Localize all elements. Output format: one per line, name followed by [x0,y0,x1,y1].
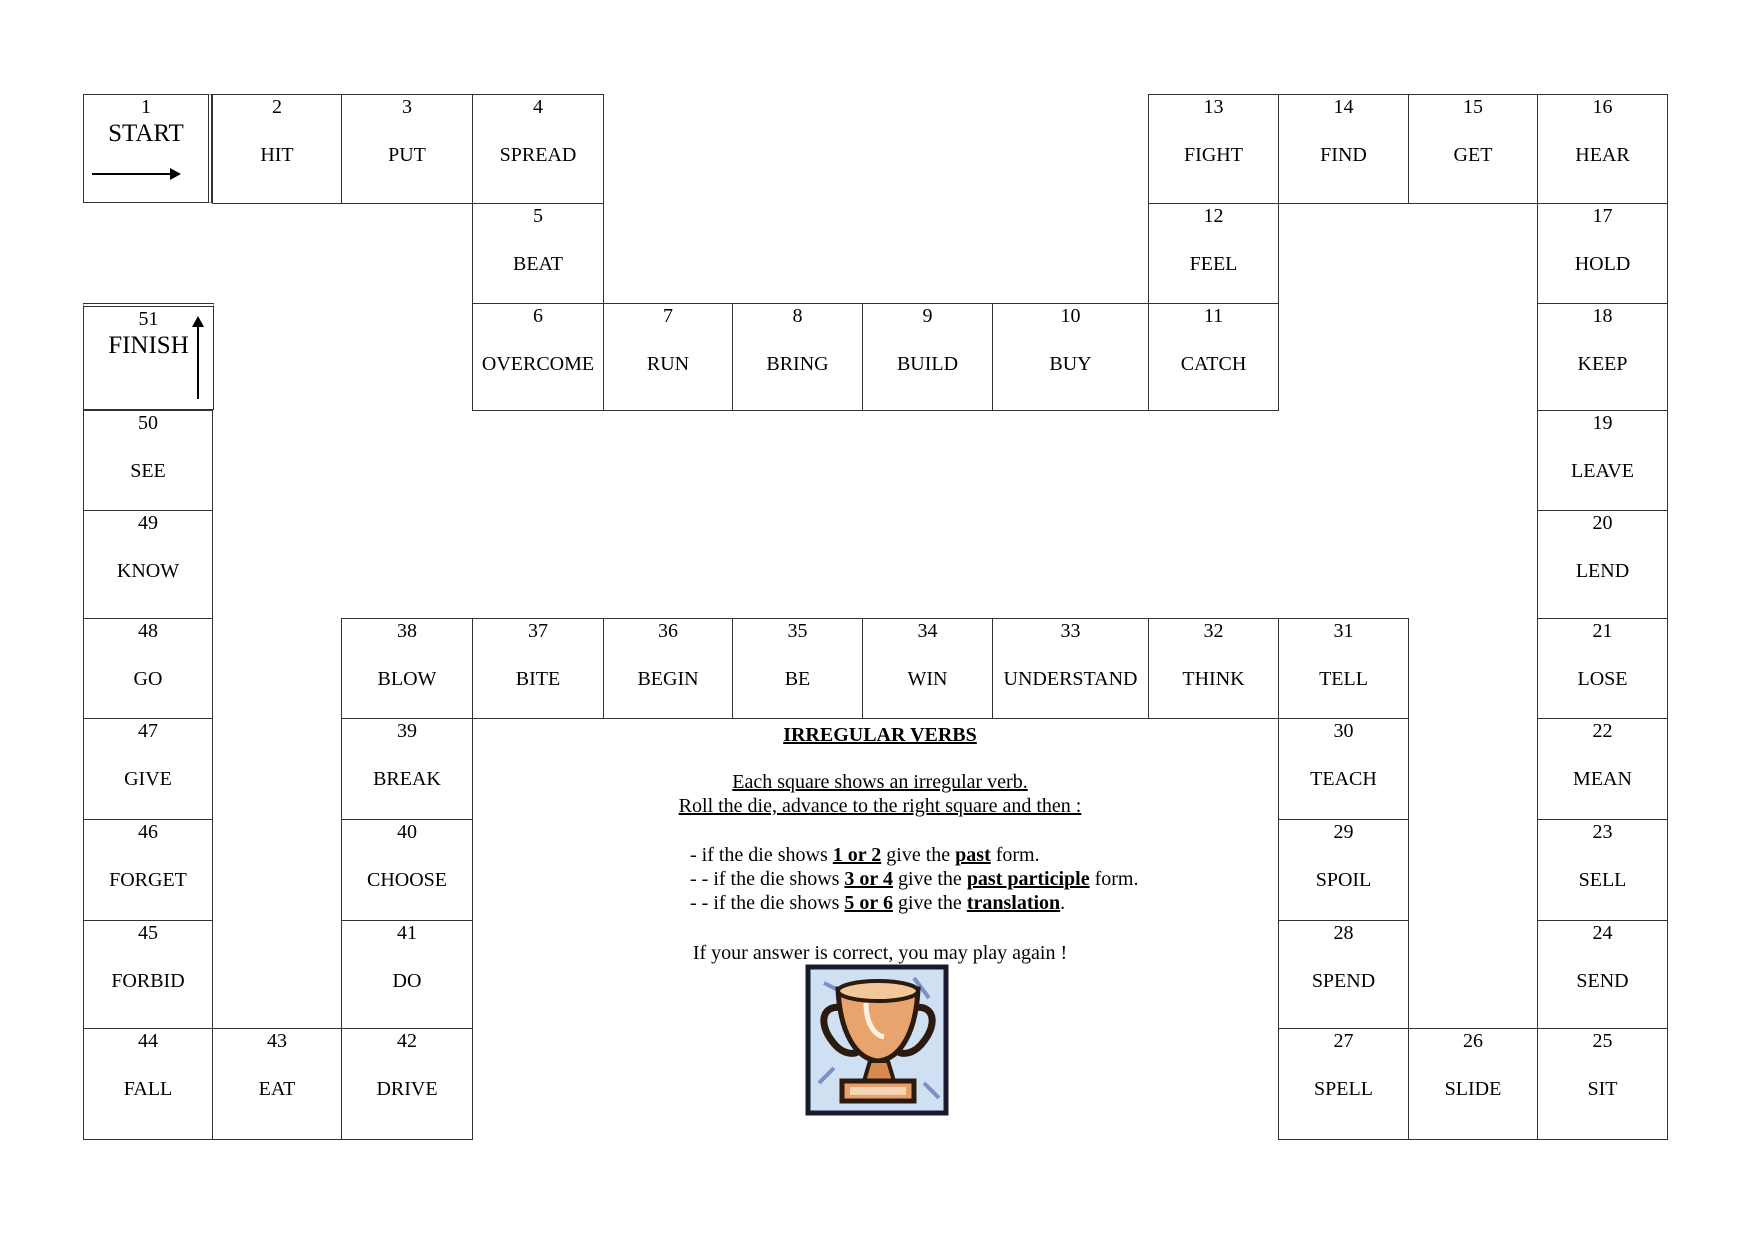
square-verb: BITE [515,668,561,690]
board-square[interactable] [1537,1028,1668,1140]
square-number: 48 [138,620,158,642]
square-number: 2 [272,96,282,118]
square-verb: HEAR [1575,144,1630,166]
square-number: 46 [138,821,158,843]
up-arrow-icon [191,315,205,401]
square-number: 44 [138,1030,158,1052]
square-verb: LOSE [1577,668,1628,690]
board-square[interactable] [1278,94,1409,204]
board-square[interactable] [1408,94,1538,204]
square-number: 5 [533,205,543,227]
square-verb: FORGET [109,869,187,891]
square-number: 38 [397,620,417,642]
square-verb: SIT [1587,1078,1618,1100]
board-square[interactable] [341,1028,473,1140]
board-square[interactable] [1408,1028,1538,1140]
board-square[interactable] [1278,718,1409,820]
board-square[interactable] [472,203,604,304]
rules-panel [480,723,1280,964]
board-square[interactable] [1537,819,1668,921]
square-number: 14 [1333,96,1354,118]
board-square[interactable] [212,1028,342,1140]
start-label: START [108,120,184,147]
square-verb: TELL [1319,668,1368,690]
square-number: 31 [1333,620,1354,642]
square-number: 30 [1333,720,1354,742]
square-number: 19 [1592,412,1613,434]
square-number: 10 [1060,305,1081,327]
board-square[interactable] [83,819,213,921]
board-square[interactable] [1278,819,1409,921]
square-verb: GO [133,668,163,690]
square-number: 47 [138,720,158,742]
board-square[interactable] [341,920,473,1029]
square-verb: WIN [907,668,948,690]
square-verb: KEEP [1577,353,1628,375]
square-verb: FIGHT [1184,144,1243,166]
square-number: 35 [787,620,808,642]
square-verb: BUY [1049,353,1092,375]
square-verb: KNOW [116,560,180,582]
square-verb: EAT [258,1078,296,1100]
board-square[interactable] [1537,718,1668,820]
square-number: 9 [922,305,933,327]
play-again-text: If your answer is correct, you may play again ! [692,942,1068,964]
square-number: 50 [138,412,158,434]
square-number: 8 [792,305,803,327]
square-verb: BE [784,668,811,690]
start-square[interactable] [83,94,212,203]
board-square[interactable] [83,920,213,1029]
square-number: 13 [1203,96,1224,118]
square-number: 33 [1060,620,1081,642]
square-verb: CHOOSE [366,869,447,891]
board-square[interactable] [1537,618,1668,719]
board-square[interactable] [1148,203,1279,304]
rules-intro: Each square shows an irregular verb. [732,771,1028,793]
square-verb: BUILD [896,353,959,375]
square-verb: DRIVE [376,1078,438,1100]
trophy-icon [804,963,954,1118]
board-square[interactable] [862,303,993,411]
board-square[interactable] [83,718,213,820]
square-verb: MEAN [1573,768,1632,790]
board-square[interactable] [212,94,342,204]
rules-title: IRREGULAR VERBS [783,724,977,746]
board-square[interactable] [603,303,733,411]
square-verb: RUN [646,353,690,375]
board-square[interactable] [341,618,473,719]
board-square[interactable] [1278,1028,1409,1140]
board-square[interactable] [992,303,1149,411]
board-square[interactable] [862,618,993,719]
square-verb: BLOW [377,668,437,690]
die-rule-3: - - if the die shows 5 or 6 give the translation. [690,892,1066,914]
square-verb: UNDERSTAND [1003,668,1138,690]
square-number: 15 [1463,96,1483,118]
square-number: 23 [1592,821,1613,843]
board-square[interactable] [1537,203,1668,304]
square-number: 36 [658,620,678,642]
square-verb: OVERCOME [481,353,595,375]
square-verb: HIT [260,144,294,166]
square-number: 16 [1592,96,1613,118]
board-square[interactable] [83,1028,213,1140]
square-number: 27 [1333,1030,1354,1052]
square-number: 17 [1592,205,1613,227]
square-number: 3 [402,96,412,118]
square-number: 40 [397,821,417,843]
rules-instruction: Roll the die, advance to the right square and then : [678,795,1082,817]
finish-label: FINISH [108,332,189,359]
square-number: 25 [1592,1030,1613,1052]
square-number: 32 [1203,620,1224,642]
square-verb: SLIDE [1444,1078,1502,1100]
board-square[interactable] [1148,618,1279,719]
board-square[interactable] [1148,94,1279,204]
board-square[interactable] [83,410,213,511]
square-number: 37 [528,620,548,642]
square-verb: DO [392,970,422,992]
square-number: 45 [138,922,158,944]
square-number: 11 [1203,305,1224,327]
board-square[interactable] [1148,303,1279,411]
square-number: 28 [1333,922,1354,944]
board-square[interactable] [83,510,213,619]
square-verb: FIND [1320,144,1367,166]
square-number: 42 [397,1030,417,1052]
right-arrow-icon [90,167,182,181]
square-verb: FALL [123,1078,173,1100]
square-number: 1 [141,96,151,118]
square-number: 39 [397,720,417,742]
board-square[interactable] [1278,618,1409,719]
square-number: 26 [1463,1030,1483,1052]
board-square[interactable] [1537,510,1668,619]
square-verb: SPOIL [1315,869,1372,891]
square-number: 12 [1203,205,1224,227]
square-verb: BEGIN [637,668,699,690]
board-square[interactable] [992,618,1149,719]
square-number: 49 [138,512,158,534]
square-verb: BEAT [513,253,563,275]
square-verb: GIVE [124,768,172,790]
square-verb: LEAVE [1571,460,1634,482]
square-verb: SPREAD [499,144,577,166]
square-number: 22 [1592,720,1613,742]
square-number: 20 [1592,512,1613,534]
square-verb: LEND [1575,560,1630,582]
board-square[interactable] [603,618,733,719]
square-verb: BRING [766,353,829,375]
square-number: 51 [138,308,159,330]
square-number: 29 [1333,821,1354,843]
square-verb: SEE [130,460,166,482]
square-number: 41 [397,922,417,944]
board-square[interactable] [1278,920,1409,1029]
board-square[interactable] [732,618,863,719]
square-number: 4 [533,96,543,118]
finish-square[interactable] [83,303,214,410]
board-square[interactable] [341,819,473,921]
square-verb: GET [1453,144,1493,166]
board-square[interactable] [472,303,604,411]
square-verb: SPEND [1311,970,1376,992]
square-number: 6 [533,305,543,327]
board-square[interactable] [472,94,604,204]
square-verb: THINK [1182,668,1245,690]
square-verb: CATCH [1180,353,1247,375]
square-number: 18 [1592,305,1613,327]
square-number: 24 [1592,922,1613,944]
board-square[interactable] [1537,303,1668,411]
square-verb: PUT [388,144,426,166]
square-number: 34 [917,620,938,642]
square-verb: HOLD [1574,253,1631,275]
die-rule-2: - - if the die shows 3 or 4 give the past participle form. [690,868,1139,890]
die-rules [690,843,1138,915]
square-verb: FORBID [111,970,185,992]
square-verb: SELL [1578,869,1627,891]
die-rule-1: - if the die shows 1 or 2 give the past form. [690,844,1040,866]
square-verb: SPELL [1314,1078,1373,1100]
square-verb: SEND [1576,970,1629,992]
board-square[interactable] [1537,920,1668,1029]
square-verb: FEEL [1189,253,1238,275]
board-square[interactable] [472,618,604,719]
board-square[interactable] [341,94,473,204]
board-square[interactable] [341,718,473,820]
board-square[interactable] [1537,94,1668,204]
square-verb: BREAK [373,768,441,790]
board-square[interactable] [83,618,213,719]
square-verb: TEACH [1310,768,1377,790]
square-number: 21 [1592,620,1613,642]
square-number: 7 [663,305,673,327]
board-square[interactable] [1537,410,1668,511]
board-square[interactable] [732,303,863,411]
square-number: 43 [267,1030,287,1052]
